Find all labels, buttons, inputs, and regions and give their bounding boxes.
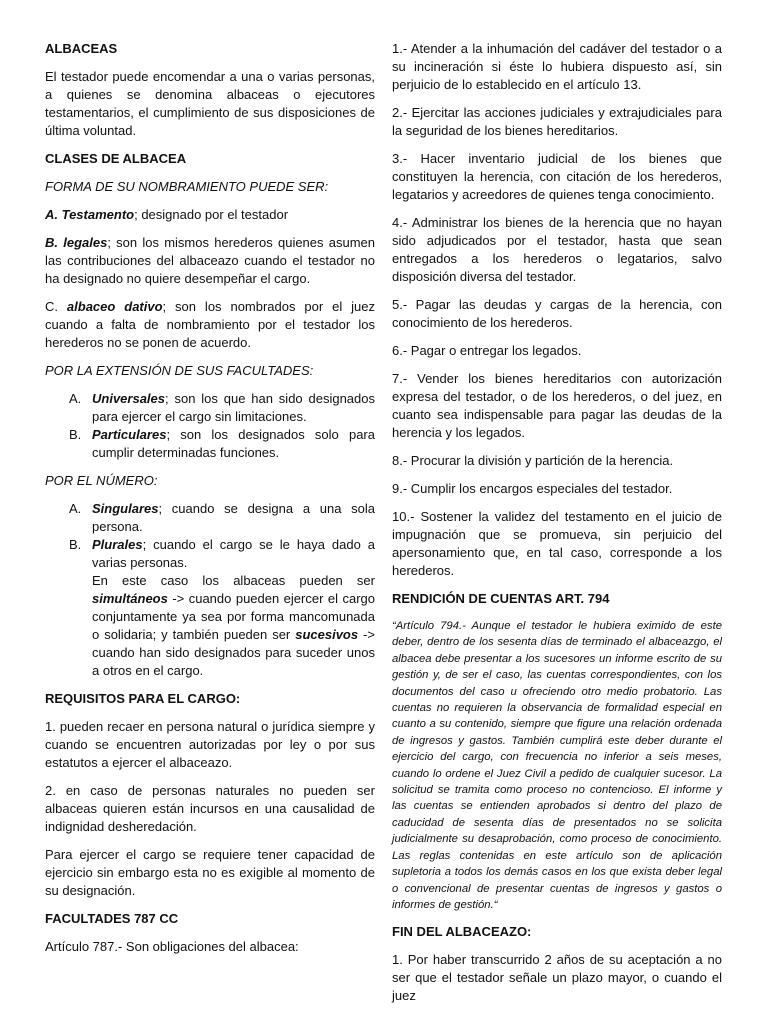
list-item xyxy=(45,426,375,462)
item-text: ; son los que han sido designados para ejercer el cargo sin limitaciones. xyxy=(92,391,375,424)
heading-albaceas: ALBACEAS xyxy=(45,41,118,56)
obligacion-9: 9.- Cumplir los encargos especiales del testador. xyxy=(392,481,673,496)
list-marker: A. xyxy=(69,501,82,516)
heading-clases: CLASES DE ALBACEA xyxy=(45,151,187,166)
fin-item-1: 1. Por haber transcurrido 2 años de su aceptación a no ser que el testador señale un plazo mayor, o cuando el juez xyxy=(392,952,722,1004)
list-marker: B. xyxy=(69,537,82,552)
term-simultaneos: simultáneos xyxy=(92,591,168,606)
clase-b-paragraph xyxy=(45,234,375,288)
clase-c-text: ; son los nombrados por el juez cuando a falta de nombramiento por el testador los herederos no se ponen de acuerdo. xyxy=(45,299,375,350)
term-plurales: Plurales xyxy=(92,537,143,552)
term-singulares: Singulares xyxy=(92,501,159,516)
obligacion-6: 6.- Pagar o entregar los legados. xyxy=(392,343,582,358)
term-particulares: Particulares xyxy=(92,427,167,442)
list-marker: A. xyxy=(69,391,82,406)
intro-paragraph: El testador puede encomendar a una o varias personas, a quienes se denomina albaceas o ejecutores testamentarios, el cumplimiento de sus disposiciones de última voluntad. xyxy=(45,69,375,138)
clase-a-term: A. Testamento xyxy=(45,207,135,222)
plurales-text-2: -> cuando pueden ejercer el cargo conjuntamente ya sea por forma mancomunada o solidaria; y también pueden ser xyxy=(92,591,375,642)
clase-b-term: B. legales xyxy=(45,235,108,250)
subheading-nombramiento: FORMA DE SU NOMBRAMIENTO PUEDE SER: xyxy=(45,179,329,194)
heading-facultades: FACULTADES 787 CC xyxy=(45,911,179,926)
obligacion-5: 5.- Pagar las deudas y cargas de la herencia, con conocimiento de los herederos. xyxy=(392,297,722,330)
subheading-extension: POR LA EXTENSIÓN DE SUS FACULTADES: xyxy=(45,363,314,378)
heading-fin: FIN DEL ALBACEAZO: xyxy=(392,924,532,940)
list-item xyxy=(45,500,375,536)
articulo-787: Artículo 787.- Son obligaciones del albacea: xyxy=(45,939,299,954)
list-item xyxy=(45,390,375,426)
item-text: ; cuando el cargo se le haya dado a varias personas. xyxy=(92,537,375,570)
plurales-text-3: -> cuando han sido designados para suceder unos a otros en el cargo. xyxy=(92,627,375,678)
clase-a-text: ; designado por el testador xyxy=(134,207,289,222)
obligacion-7: 7.- Vender los bienes hereditarios con autorización expresa del testador, o de los herederos, o del juez, en cuanto sea indispensable para pagar las deudas de la herencia y los legados. xyxy=(392,371,722,440)
obligacion-10: 10.- Sostener la validez del testamento en el juicio de impugnación que se promueva, sin perjuicio del apersonamiento que, en tal caso, corresponde a los herederos. xyxy=(392,509,722,578)
list-item xyxy=(45,536,375,680)
clase-c-term: albaceo dativo xyxy=(66,299,163,314)
right-column xyxy=(392,40,722,1015)
item-text: ; cuando se designa a una sola persona. xyxy=(92,501,375,534)
term-universales: Universales xyxy=(92,391,165,406)
requisito-1: 1. pueden recaer en persona natural o jurídica siempre y cuando se encuentren autorizadas por ley o por sus estatutos a ejercer el albaceazo. xyxy=(45,719,375,770)
requisito-2: 2. en caso de personas naturales no pueden ser albaceas quieren están incursos en una causalidad de indignidad desheredación. xyxy=(45,783,375,834)
clase-a-paragraph xyxy=(45,206,375,224)
obligacion-3: 3.- Hacer inventario judicial de los bienes que constituyen la herencia, con citación de los herederos, legatarios y acreedores de quienes tenga conocimiento. xyxy=(392,151,722,202)
obligacion-4: 4.- Administrar los bienes de la herencia que no hayan sido adjudicados por el testador, hasta que sean entregados a los herederos o legatarios, salvo disposición diversa del testador. xyxy=(392,215,722,284)
plurales-text-1: En este caso los albaceas pueden ser xyxy=(92,573,375,588)
heading-rendicion: RENDICIÓN DE CUENTAS ART. 794 xyxy=(392,591,610,606)
term-sucesivos: sucesivos xyxy=(295,627,359,642)
obligacion-2: 2.- Ejercitar las acciones judiciales y extrajudiciales para la seguridad de los bienes hereditarios. xyxy=(392,105,722,138)
quote-articulo-794: “Artículo 794.- Aunque el testador le hubiera eximido de este deber, dentro de los sesenta días de terminado el albaceazgo, el albacea debe presentar a los sucesores un informe escrito de su gestión y, de ser el caso, las cuentas correspondientes, con los documentos del caso u ofreciendo otro medio probatorio. Las cuentas no requieren la observancia de formalidad especial en cuanto a su contenido, siempre que figure una relación ordenada de ingresos y gastos. También cumplirá este deber durante el ejercicio del cargo, con frecuencia no inferior a seis meses, cuando lo ordene el Juez Civil a pedido de cualquier sucesor. La solicitud se tramita como proceso no contencioso. El informe y las cuentas se entienden aprobados si dentro del plazo de caducidad de sesenta días de presentados no se solicita judicialmente su desaprobación, como proceso de conocimiento. Las reglas contenidas en este artículo son de aplicación supletoria a todos los demás casos en los que exista deber legal o convencional de presentar cuentas de ingresos y gastos o informes de gestión.“ xyxy=(392,620,722,911)
requisito-paragraph: Para ejercer el cargo se requiere tener capacidad de ejercicio sin embargo esta no es exigible al momento de su designación. xyxy=(45,847,375,898)
clase-c-prefix: C. xyxy=(45,299,67,314)
obligacion-1: 1.- Atender a la inhumación del cadáver del testador o a su incineración si éste lo hubiera dispuesto así, sin perjuicio de lo establecido en el artículo 13. xyxy=(392,41,722,92)
extension-list xyxy=(45,390,375,462)
left-column xyxy=(45,40,375,966)
clase-c-paragraph xyxy=(45,298,375,352)
list-marker: B. xyxy=(69,427,82,442)
subheading-numero: POR EL NÚMERO: xyxy=(45,473,158,488)
clase-b-text: ; son los mismos herederos quienes asumen las contribuciones del albaceazo cuando el testador no ha designado no quiere desempeñar el cargo. xyxy=(45,235,376,286)
numero-list xyxy=(45,500,375,680)
obligacion-8: 8.- Procurar la división y partición de la herencia. xyxy=(392,453,674,468)
item-text: ; son los designados solo para cumplir determinadas funciones. xyxy=(92,427,375,460)
heading-requisitos: REQUISITOS PARA EL CARGO: xyxy=(45,691,241,706)
